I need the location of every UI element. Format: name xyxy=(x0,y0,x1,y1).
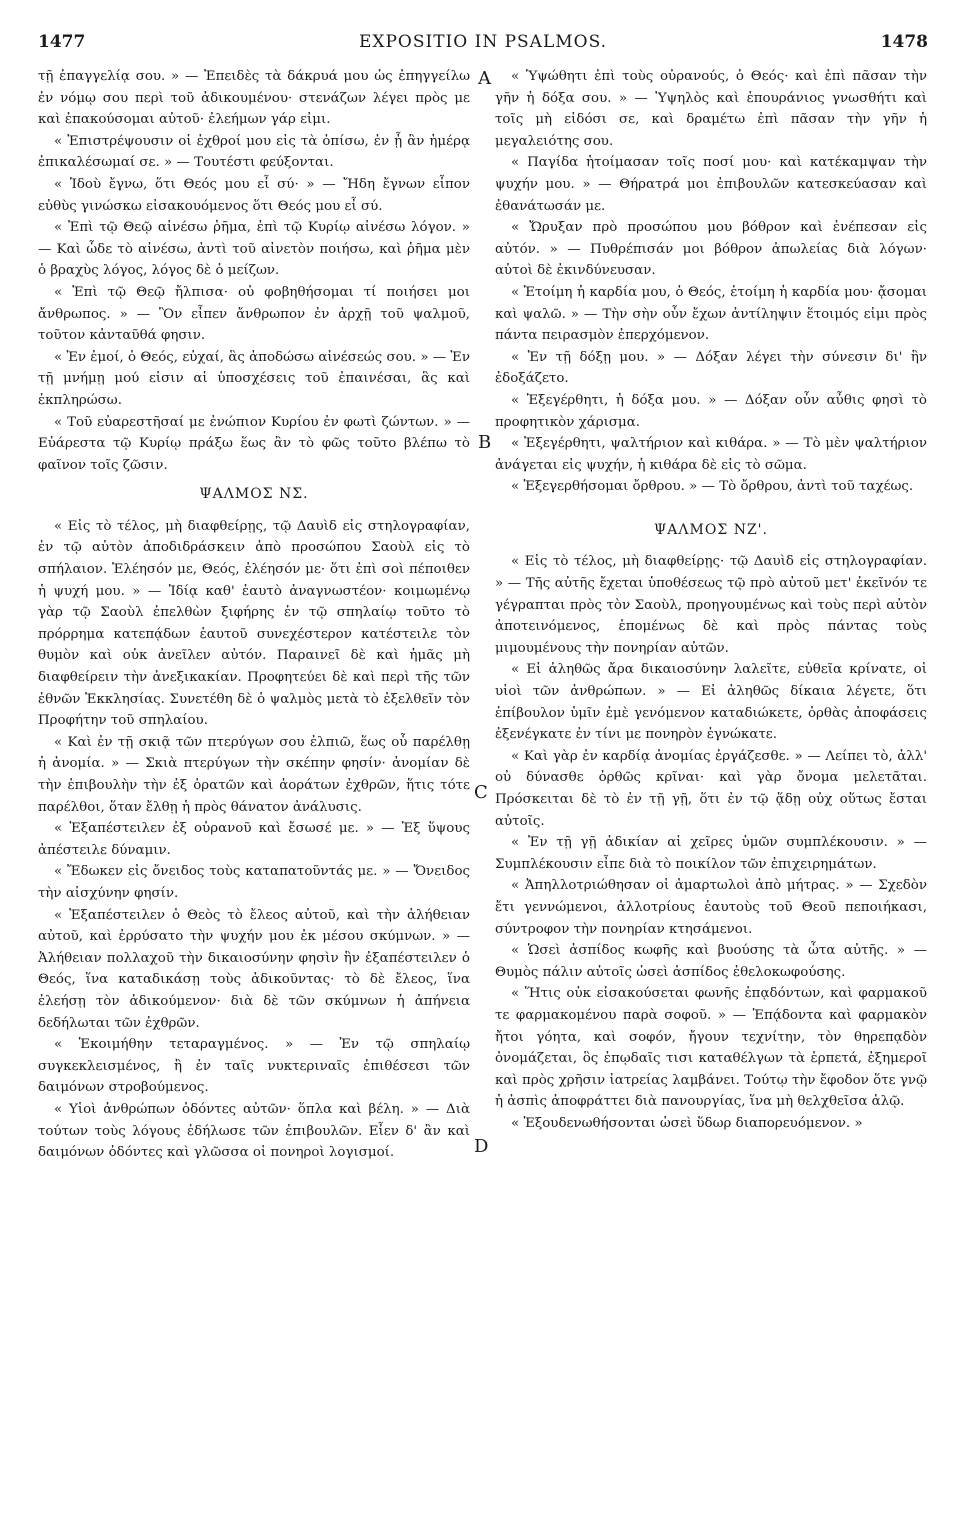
paragraph: « Καὶ γὰρ ἐν καρδίᾳ ἀνομίας ἐργάζεσθε. » — Λείπει τὸ, ἀλλ' οὐ δύνασθε ὀρθῶς κρῖναι· καὶ γὰρ ὄνομα μελετᾶται. Πρόσκειται δὲ τὸ ἐν τῇ γῇ, ὅτι ἐν τῷ ᾅδῃ οὐχ οὕτως ἔσται αὐτοῖς. xyxy=(495,748,927,829)
paragraph: « Ἐπὶ τῷ Θεῷ ἤλπισα· οὐ φοβηθήσομαι τί ποιήσει μοι ἄνθρωπος. » — Ὃν εἶπεν ἄνθρωπον ἐν ἀρχῇ τοῦ ψαλμοῦ, τοῦτον κἀνταῦθά φησιν. xyxy=(38,284,470,344)
paragraph: « Εἰς τὸ τέλος, μὴ διαφθείρῃς· τῷ Δαυὶδ εἰς στηλογραφίαν. » — Τῆς αὐτῆς ἔχεται ὑποθέσεως τῷ πρὸ αὐτοῦ μετ' ἐκεῖνόν τε γέγραπται πρὸς τὸν Σαοὺλ, προηγουμένως καὶ τοὺς περὶ αὐτὸν ἀποτεινόμενος, ἑπομένως δὲ καὶ πρὸς πάντας τοὺς μιμουμένους τὴν πονηρίαν αὐτῶν. xyxy=(495,554,927,656)
paragraph: « Ἐξεγέρθητι, ἡ δόξα μου. » — Δόξαν οὖν αὖθις φησὶ τὸ προφητικὸν χάρισμα. xyxy=(495,392,927,430)
left-column xyxy=(38,66,470,1164)
page-header xyxy=(38,32,928,58)
paragraph: « Ἐξεγέρθητι, ψαλτήριον καὶ κιθάρα. » — Τὸ μὲν ψαλτήριον ἀνάγεται εἰς ψυχήν, ἡ κιθάρα δὲ εἰς τὸ σῶμα. xyxy=(495,436,927,473)
paragraph: « Ἰδοὺ ἔγνω, ὅτι Θεός μου εἶ σύ· » — Ἤδη ἔγνων εἶπον εὐθὺς γινώσκω εἰσακουόμενος ὅτι Θεός μου εἶ σύ. xyxy=(38,176,470,214)
paragraph: « Εἰ ἀληθῶς ἄρα δικαιοσύνην λαλεῖτε, εὐθεῖα κρίνατε, οἱ υἱοὶ τῶν ἀνθρώπων. » — Εἰ ἀληθῶς δίκαια λέγετε, ὅτι ἐπίβουλον ὑμῖν ἐμὲ γενόμενον καταδιώκετε, ὀρθὰς ἀποφάσεις ἐξενέγκατε ἐν τίνι με πονηρὸν ἐγνώκατε. xyxy=(495,662,927,743)
paragraph: « Ἐξουδενωθήσονται ὡσεὶ ὕδωρ διαπορευόμενον. » xyxy=(511,1115,863,1131)
paragraph: « Εἰς τὸ τέλος, μὴ διαφθείρῃς, τῷ Δαυὶδ εἰς στηλογραφίαν, ἐν τῷ αὐτὸν ἀποδιδράσκειν ἀπὸ προσώπου Σαοὺλ εἰς τὸ σπήλαιον. Ἐλέησόν με, Θεός, ἐλέησόν με· ὅτι ἐπὶ σοὶ πέποιθεν ἡ ψυχή μου. » — Ἰδίᾳ καθ' ἑαυτὸ ἀναγνωστέον· κοιμωμένῳ γὰρ τῷ Σαοὺλ ἐπελθὼν ξιφήρης ἐν τῷ σπηλαίῳ τοῦτο τὸ πρόρρημα κατεπᾴδων ἑαυτοῦ συνεχέστερον κατέστειλε τὸν θυμὸν καὶ οὐκ ἀνεῖλεν αὐτόν. Παραινεῖ δὲ καὶ ἡμᾶς μὴ διαφθείρειν τὴν ἀνεξικακίαν. Προφητεύει δὲ καὶ περὶ τῆς τῶν ἐθνῶν Ἐκκλησίας. Συνετέθη δὲ ὁ ψαλμὸς μετὰ τὸ ἐξελθεῖν τὸν Προφήτην τοῦ σπηλαίου. xyxy=(38,518,470,729)
paragraph: « Ἐξεγερθήσομαι ὄρθρου. » — Τὸ ὄρθρου, ἀντὶ τοῦ ταχέως. xyxy=(511,479,914,495)
paragraph: « Παγίδα ἡτοίμασαν τοῖς ποσί μου· καὶ κατέκαμψαν τὴν ψυχήν μου. » — Θήρατρά μοι ἐπιβουλῶν κατεσκεύασαν καὶ ἐθανάτωσάν με. xyxy=(495,155,927,214)
paragraph: « Ἐν τῇ γῇ ἀδικίαν αἱ χεῖρες ὑμῶν συμπλέκουσιν. » — Συμπλέκουσιν εἶπε διὰ τὸ ποικίλον τῶν ἐπιχειρημάτων. xyxy=(495,835,927,872)
paragraph: « Ὡσεὶ ἀσπίδος κωφῆς καὶ βυούσης τὰ ὦτα αὐτῆς. » — Θυμὸς πάλιν αὐτοῖς ὡσεὶ ἀσπίδος ἐθελοκωφούσης. xyxy=(495,943,927,980)
paragraph: τῇ ἐπαγγελίᾳ σου. » — Ἐπειδὲς τὰ δάκρυά μου ὡς ἐπηγγείλω ἐν νόμῳ σου περὶ τοῦ ἀδικουμένου· στενάζων λέγει πρὸς με καὶ ἐπακούσομαι αὐτοῦ· ἐλεήμων γάρ εἰμι. xyxy=(38,69,470,128)
paragraph: « Ἐν τῇ δόξῃ μου. » — Δόξαν λέγει τὴν σύνεσιν δι' ἣν ἐδοξάζετο. xyxy=(495,349,927,387)
paragraph: « Ἔδωκεν εἰς ὄνειδος τοὺς καταπατοῦντάς με. » — Ὄνειδος τὴν αἰσχύνην φησίν. xyxy=(38,864,470,901)
psalm-heading: ΨΑΛΜΟΣ ΝΖ'. xyxy=(654,521,768,538)
margin-letter-c: C xyxy=(474,782,488,803)
paragraph: « Υἱοὶ ἀνθρώπων ὀδόντες αὐτῶν· ὅπλα καὶ βέλη. » — Διὰ τούτων τοὺς λόγους ἐδήλωσε τῶν ἐπιβουλῶν. Εἶεν δ' ἂν καὶ δαιμόνων ὀδόντες καὶ γλῶσσα οἱ πονηροὶ λογισμοί. xyxy=(38,1101,470,1161)
paragraph: « Ἐπὶ τῷ Θεῷ αἰνέσω ῥῆμα, ἐπὶ τῷ Κυρίῳ αἰνέσω λόγον. » — Καὶ ὧδε τὸ αἰνέσω, ἀντὶ τοῦ αἰνετὸν ποιήσω, καὶ ῥῆμα μὲν ὁ βραχὺς λόγος, λόγος δὲ ὁ μείζων. xyxy=(38,220,470,279)
paragraph: « Καὶ ἐν τῇ σκιᾷ τῶν πτερύγων σου ἐλπιῶ, ἕως οὗ παρέλθῃ ἡ ἀνομία. » — Σκιὰ πτερύγων τὴν σκέπην φησίν· ἀνομίαν δὲ τὴν ἐπιβουλὴν τὴν ἐξ ὁρατῶν καὶ ἀοράτων ἐχθρῶν, ἥτις τότε παρέλθοι, ὅταν ἔλθῃ ἡ πρὸς θάνατον ἀνάλυσις. xyxy=(38,734,470,815)
paragraph: « Τοῦ εὐαρεστῆσαί με ἐνώπιον Κυρίου ἐν φωτὶ ζώντων. » — Εὐάρεστα τῷ Κυρίῳ πράξω ἕως ἂν τὸ φῶς τοῦτο βλέπω τὸ φαῖνον τοῖς ζῶσιν. xyxy=(38,414,470,473)
paragraph: « Ὤρυξαν πρὸ προσώπου μου βόθρον καὶ ἐνέπεσαν εἰς αὐτόν. » — Πυθρέπισάν μοι βόθρον ἀπωλείας διὰ λόγων· αὐτοὶ δὲ ἐκινδύνευσαν. xyxy=(495,220,927,279)
paragraph: « Ἐπιστρέψουσιν οἱ ἐχθροί μου εἰς τὰ ὀπίσω, ἐν ᾗ ἂν ἡμέρᾳ ἐπικαλέσωμαί σε. » — Τουτέστι φεύξονται. xyxy=(38,133,470,171)
right-column xyxy=(495,66,927,1135)
psalm-heading: ΨΑΛΜΟΣ ΝΣ. xyxy=(199,486,309,503)
paragraph: « Ἀπηλλοτριώθησαν οἱ ἁμαρτωλοὶ ἀπὸ μήτρας. » — Σχεδὸν ἔτι γεννώμενοι, ἀλλοτρίους ἑαυτοὺς τοῦ Θεοῦ πεποιήκασι, σύντροφον τὴν πονηρίαν κτησάμενοι. xyxy=(495,878,927,937)
margin-letter-b: B xyxy=(478,432,492,453)
margin-letter-d: D xyxy=(474,1136,489,1157)
paragraph: « Ἐκοιμήθην τεταραγμένος. » — Ἐν τῷ σπηλαίῳ συγκεκλεισμένος, ἢ ἐν ταῖς νυκτεριναῖς ἐπιθέσεσι τῶν δαιμόνων στροβούμενος. xyxy=(38,1037,470,1096)
paragraph: « Ἐξαπέστειλεν ὁ Θεὸς τὸ ἔλεος αὐτοῦ, καὶ τὴν ἀλήθειαν αὐτοῦ, καὶ ἐρρύσατο τὴν ψυχήν μου ἐκ μέσου σκύμνων. » — Ἀλήθειαν πολλαχοῦ τὴν δικαιοσύνην φησὶν ἣν ἐξαπέστειλεν ὁ Θεός, ἵνα καταδικάσῃ τοὺς ἀδικοῦντας· τὸ δὲ ἔλεος, ἵνα ἐλεήσῃ τὸν ἀδικούμενον· διὰ δὲ τῶν σκύμνων ἡ ἀπήνεια δεδήλωται τῶν ἐχθρῶν. xyxy=(38,907,470,1031)
running-title: EXPOSITIO IN PSALMOS. xyxy=(358,32,608,52)
paragraph: « Ἐξαπέστειλεν ἐξ οὐρανοῦ καὶ ἔσωσέ με. » — Ἐξ ὕψους ἀπέστειλε δύναμιν. xyxy=(38,821,470,858)
left-page-number: 1477 xyxy=(38,32,86,52)
paragraph: « Ἑτοίμη ἡ καρδία μου, ὁ Θεός, ἑτοίμη ἡ καρδία μου· ᾄσομαι καὶ ψαλῶ. » — Τὴν σὴν οὖν ἔχων ἀντίληψιν ἕτοιμός εἰμι πρὸς πάντα πειρασμὸν ἐπερχόμενον. xyxy=(495,284,927,344)
paragraph: « Ὑψώθητι ἐπὶ τοὺς οὐρανούς, ὁ Θεός· καὶ ἐπὶ πᾶσαν τὴν γῆν ἡ δόξα σου. » — Ὑψηλὸς καὶ ἐπουράνιος γνωσθήτι καὶ τοῖς μὴ εἰδόσι σε, καὶ δραμέτω ἐπὶ πᾶσαν τὴν γῆν ἡ μεγαλειότης σου. xyxy=(495,69,927,149)
margin-letter-a: A xyxy=(478,68,491,89)
paragraph: « Ἐν ἐμοί, ὁ Θεός, εὐχαί, ἃς ἀποδώσω αἰνέσεώς σου. » — Ἐν τῇ μνήμῃ μού εἰσιν αἱ ὑποσχέσεις τοῦ ἐπαινέσαι, ἃς καὶ ἐκπληρώσω. xyxy=(38,349,470,408)
right-page-number: 1478 xyxy=(880,32,928,52)
paragraph: « Ἥτις οὐκ εἰσακούσεται φωνῆς ἐπᾳδόντων, καὶ φαρμακοῦ τε φαρμακομένου παρὰ σοφοῦ. » — Ἐπᾴδοντα καὶ φαρμακὸν ἤτοι γόητα, καὶ σοφόν, ἤγουν τεχνίτην, τὸν θηρεπᾳδὸν ὀνομάζεται, ὃς ἐπῳδαῖς τισι καταθέλγων τὰ ἑρπετά, ἐξημεροῖ καὶ πρὸς χρῆσιν ἰατρείας λαμβάνει. Τούτῳ τὴν ἔφοδον ὅτε γνῷ ἡ ἀσπὶς ἀποφράττει διὰ πανουργίας, ἵνα μὴ θελχθεῖσα ἁλῷ. xyxy=(495,986,927,1110)
